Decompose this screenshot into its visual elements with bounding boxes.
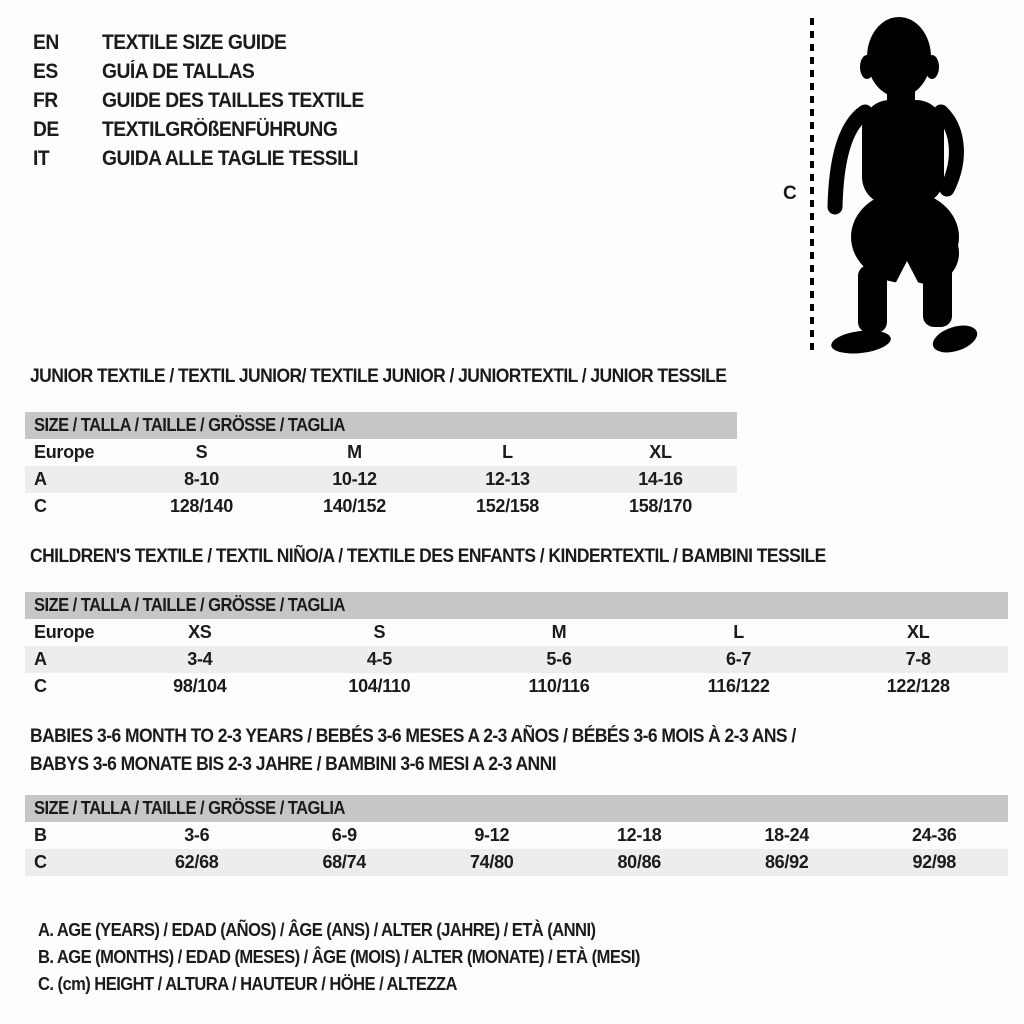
table-cell: 74/80 [469, 852, 514, 872]
junior-size-table [25, 412, 737, 520]
table-cell: 122/128 [886, 676, 950, 696]
table-row [25, 822, 1008, 849]
babies-section-title-line1 [30, 726, 862, 748]
toddler-shape [830, 17, 980, 355]
table-row [25, 646, 1008, 673]
children-size-table [25, 592, 1008, 700]
row-label-cell: C [34, 676, 47, 696]
table-cell: 10-12 [332, 469, 377, 489]
language-code: FR [33, 88, 58, 112]
row-label-cell: A [34, 649, 47, 669]
babies-section-title-line2 [30, 754, 602, 776]
table-cell: 98/104 [173, 676, 227, 696]
table-cell: S [373, 622, 386, 642]
row-label-cell: C [34, 852, 47, 872]
table-cell: 14-16 [638, 469, 683, 489]
table-row [25, 466, 737, 493]
height-measure-label: C [783, 183, 797, 204]
size-header-row [25, 412, 737, 439]
row-label-cell: B [34, 825, 47, 845]
row-label-cell: A [34, 469, 47, 489]
language-row [33, 115, 386, 144]
children-section-title-text: CHILDREN'S TEXTILE / TEXTIL NIÑO/A / TEXTILE DES ENFANTS / KINDERTEXTIL / BAMBINI TESSILE [30, 546, 826, 567]
table-cell: 9-12 [474, 825, 510, 845]
size-header-label: SIZE / TALLA / TAILLE / GRÖSSE / TAGLIA [34, 595, 345, 615]
table-cell: 128/140 [170, 496, 233, 516]
table-cell: 12-18 [616, 825, 662, 845]
table-cell: M [551, 622, 567, 642]
babies-size-table [25, 795, 1008, 876]
table-cell: 92/98 [912, 852, 957, 872]
legend-line-a [38, 917, 692, 944]
junior-section-title [30, 366, 787, 388]
table-cell: 104/110 [348, 676, 411, 696]
language-code: DE [33, 117, 59, 141]
row-label-cell: Europe [34, 622, 95, 642]
table-cell: L [502, 442, 513, 462]
table-cell: 86/92 [764, 852, 809, 872]
legend-line-b [38, 944, 692, 971]
table-cell: 80/86 [617, 852, 662, 872]
language-title: GUÍA DE TALLAS [102, 59, 255, 83]
table-cell: 110/116 [528, 676, 590, 696]
legend-line-c [38, 971, 692, 998]
language-code: ES [33, 59, 58, 83]
table-cell: 24-36 [911, 825, 957, 845]
table-cell: 8-10 [184, 469, 219, 489]
table-cell: 5-6 [546, 649, 572, 669]
table-row [25, 619, 1008, 646]
language-row [33, 144, 386, 173]
language-title: TEXTILE SIZE GUIDE [102, 30, 287, 54]
size-header-row [25, 795, 1008, 822]
table-cell: 116/122 [707, 676, 770, 696]
table-cell: 158/170 [629, 496, 692, 516]
language-title: TEXTILGRÖßENFÜHRUNG [102, 117, 338, 141]
table-cell: 4-5 [366, 649, 392, 669]
table-cell: XS [188, 622, 212, 642]
babies-section-title-line2-text: BABYS 3-6 MONATE BIS 2-3 JAHRE / BAMBINI 3-6 MESI A 2-3 ANNI [30, 754, 557, 775]
table-cell: 68/74 [322, 852, 367, 872]
legend-line-a-text: A. AGE (YEARS) / EDAD (AÑOS) / ÂGE (ANS) / ALTER (JAHRE) / ETÀ (ANNI) [38, 920, 596, 940]
table-row [25, 673, 1008, 700]
table-cell: M [347, 442, 362, 462]
table-row [25, 439, 737, 466]
row-label-cell: Europe [34, 442, 95, 462]
size-header-label: SIZE / TALLA / TAILLE / GRÖSSE / TAGLIA [34, 415, 345, 435]
table-cell: 140/152 [323, 496, 386, 516]
table-cell: 3-4 [187, 649, 213, 669]
table-row [25, 849, 1008, 876]
table-cell: 152/158 [476, 496, 539, 516]
size-header-row [25, 592, 1008, 619]
table-cell: 7-8 [905, 649, 931, 669]
table-cell: S [195, 442, 208, 462]
language-title: GUIDA ALLE TAGLIE TESSILI [102, 146, 358, 170]
babies-section-title-line1-text: BABIES 3-6 MONTH TO 2-3 YEARS / BEBÉS 3-6 MESES A 2-3 AÑOS / BÉBÉS 3-6 MOIS À 2-3 ANS / [30, 726, 796, 747]
language-title: GUIDE DES TAILLES TEXTILE [102, 88, 364, 112]
table-cell: 12-13 [485, 469, 530, 489]
table-cell: 62/68 [174, 852, 219, 872]
legend [38, 917, 692, 998]
table-cell: 6-9 [331, 825, 357, 845]
size-header-label: SIZE / TALLA / TAILLE / GRÖSSE / TAGLIA [34, 798, 345, 818]
table-cell: L [733, 622, 744, 642]
table-cell: 3-6 [184, 825, 210, 845]
language-title-list [33, 28, 386, 173]
table-cell: XL [906, 622, 930, 642]
children-section-title [30, 546, 895, 568]
table-cell: XL [649, 442, 672, 462]
language-code: EN [33, 30, 59, 54]
row-label-cell: C [34, 496, 47, 516]
language-row [33, 86, 386, 115]
language-row [33, 57, 386, 86]
table-cell: 6-7 [726, 649, 752, 669]
legend-line-b-text: B. AGE (MONTHS) / EDAD (MESES) / ÂGE (MOIS) / ALTER (MONATE) / ETÀ (MESI) [38, 947, 640, 967]
legend-line-c-text: C. (cm) HEIGHT / ALTURA / HAUTEUR / HÖHE / ALTEZZA [38, 974, 457, 994]
language-row [33, 28, 386, 57]
language-code: IT [33, 146, 50, 170]
baby-silhouette-icon [795, 15, 980, 355]
junior-section-title-text: JUNIOR TEXTILE / TEXTIL JUNIOR/ TEXTILE JUNIOR / JUNIORTEXTIL / JUNIOR TESSILE [30, 366, 727, 387]
table-cell: 18-24 [764, 825, 810, 845]
table-row [25, 493, 737, 520]
